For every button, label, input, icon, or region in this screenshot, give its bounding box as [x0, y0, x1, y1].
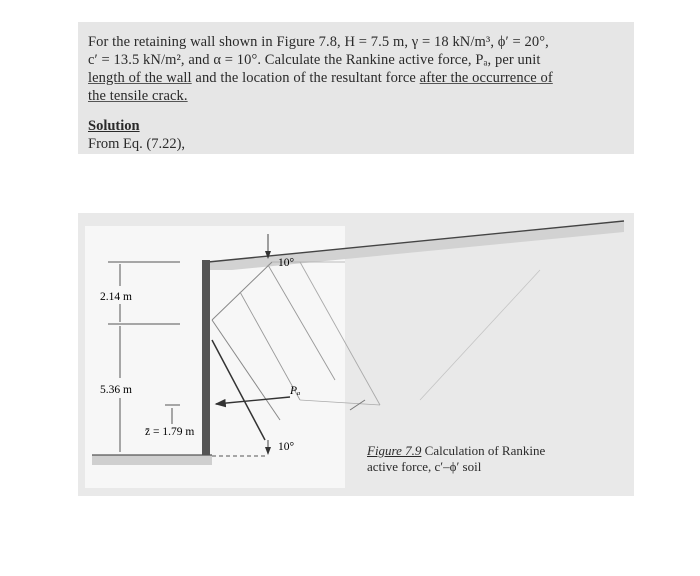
arrow-tip-mark: [350, 400, 365, 410]
equation-reference: From Eq. (7.22),: [88, 136, 186, 152]
active-force-label: Pₐ: [290, 385, 301, 397]
problem-line-1: For the retaining wall shown in Figure 7.8, H = 7.5 m, γ = 18 kN/m³, ϕ′ = 20°,: [88, 34, 549, 50]
wedge-line-3: [240, 292, 300, 400]
angle-top-label: 10°: [278, 257, 295, 269]
problem-line-2-text: c′ = 13.5 kN/m², and α = 10°. Calculate the Rankine active force, Pₐ, per unit: [88, 52, 541, 68]
wedge-line-5: [300, 262, 380, 405]
problem-line-4: the tensile crack.: [88, 88, 188, 104]
failure-plane-line: [420, 270, 540, 400]
zbar-label: z̄ = 1.79 m: [145, 426, 195, 438]
wedge-line-7: [300, 400, 380, 405]
highlight-length: length of the wall: [88, 70, 192, 86]
ground-soil: [92, 455, 212, 465]
figure-caption: [367, 443, 545, 475]
pressure-line: [212, 340, 265, 440]
figure-number: Figure 7.9: [367, 443, 422, 458]
caption-line-1: Calculation of Rankine: [424, 443, 546, 458]
dimension-top-label: 2.14 m: [100, 291, 132, 303]
wedge-line-4: [268, 265, 335, 380]
problem-line-3-mid: and the location of the resultant force: [191, 70, 420, 86]
dimension-bottom-label: 5.36 m: [100, 384, 132, 396]
solution-heading: Solution: [88, 118, 140, 134]
resultant-force-arrow: [216, 397, 290, 404]
angle-bottom-label: 10°: [278, 441, 295, 453]
highlight-after: after the occurrence of: [419, 70, 553, 86]
backfill-surface-line: [208, 221, 624, 262]
backfill-soil: [208, 222, 624, 270]
retaining-wall: [202, 260, 210, 456]
caption-line-2: active force, c′–ϕ′ soil: [367, 459, 482, 474]
wedge-line-1: [212, 262, 272, 320]
